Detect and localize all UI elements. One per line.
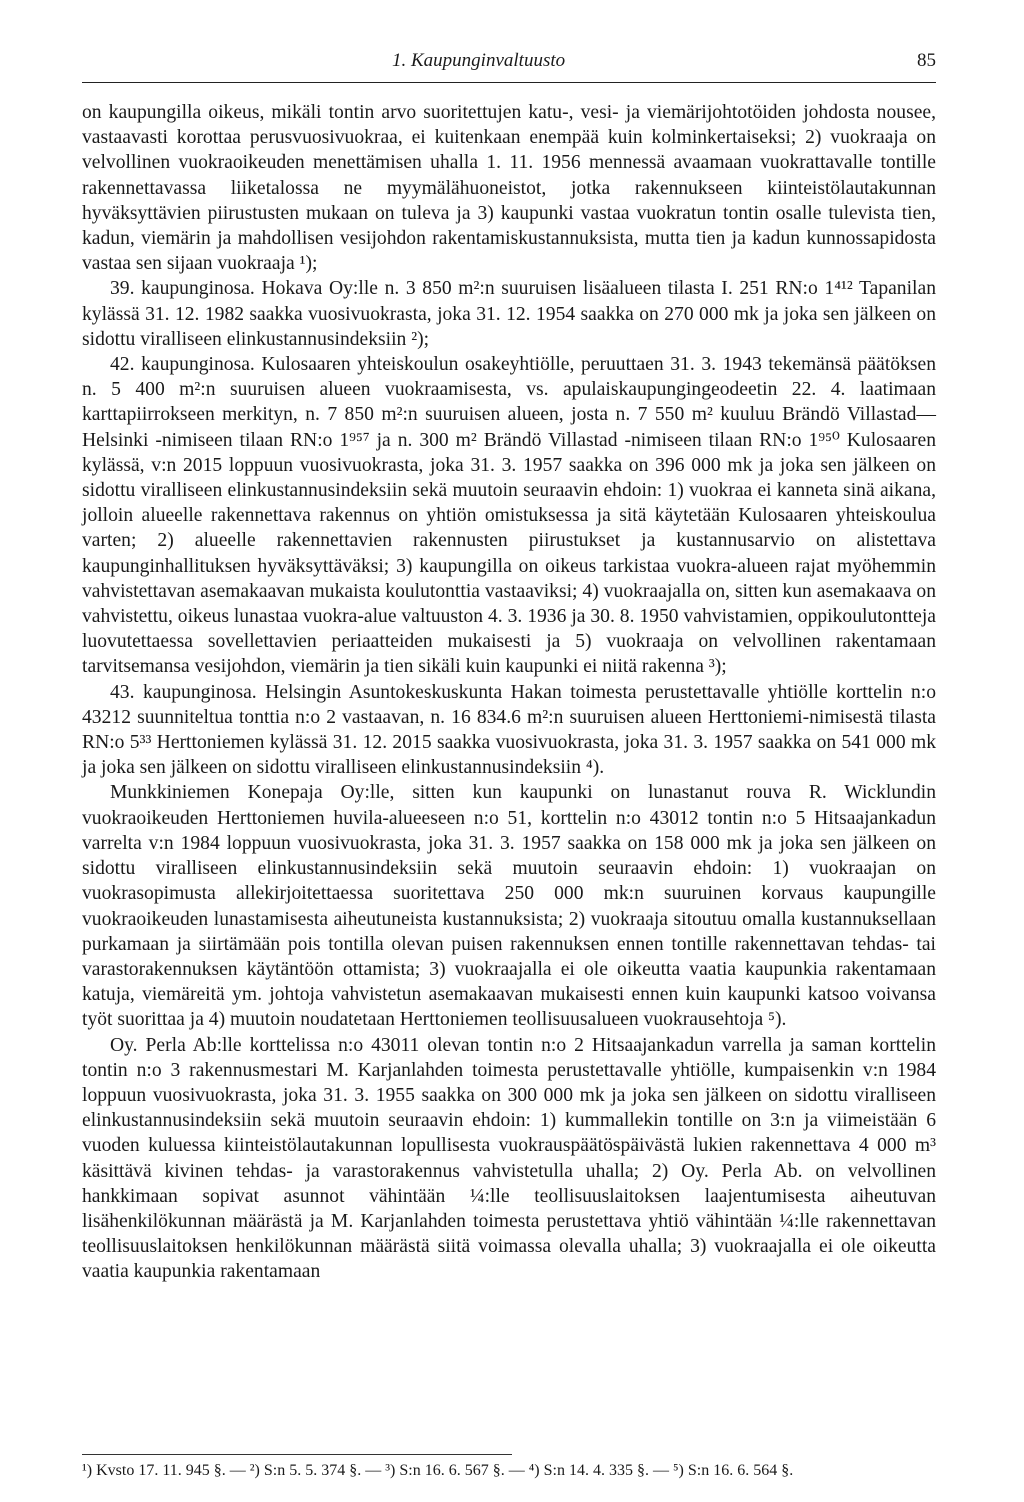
paragraph-district-42: 42. kaupunginosa. Kulosaaren yhteiskoulun osakeyhtiölle, peruuttaen 31. 3. 1943 tekemänsä päätöksen n. 5 400 m²:n suuruisen alueen vuokraamisesta, vs. apulaiskaupungingeodeetin 22. 4. laatimaan karttapiirrokseen merkityn, n. 7 850 m²:n suuruisen alueen, josta n. 7 550 m² kuuluu Brändö Villastad—Helsinki -nimiseen tilaan RN:o 1⁹⁵⁷ ja n. 300 m² Brändö Villastad -nimiseen tilaan RN:o 1⁹⁵⁰ Kulosaaren kylässä, v:n 2015 loppuun vuosivuokrasta, joka 31. 3. 1957 saakka on 396 000 mk ja joka sen jälkeen on sidottu viralliseen elinkustannusindeksiin sekä muutoin seuraavin ehdoin: 1) vuokraa ei kanneta sinä aikana, jolloin alueelle rakennettava rakennus on yhtiön omistuksessa ja sitä käytetään Kulosaaren yhteiskoulua varten; 2) alueelle rakennettavien rakennusten piirustukset ja kustannusarvio on alistettava kaupunginhallituksen hyväksyttäväksi; 3) kaupungilla on oikeus tarkistaa vuokra-alueen rajat myöhemmin vahvistettavan asemakaavan mukaista koulutonttia vastaaviksi; 4) vuokraajalla on, sitten kun asemakaava on vahvistettu, oikeus lunastaa vuokra-alue valtuuston 4. 3. 1936 ja 30. 8. 1950 vahvistamien, oppikoulutontteja luovutettaessa sovellettavien periaatteiden mukaisesti ja 5) vuokraaja on velvollinen rakentamaan tarvitsemansa vesijohdon, viemärin ja tien sikäli kuin kaupunki ei niitä rakenna ³); [82,354,936,678]
page-header [82,50,936,80]
running-title: 1. Kaupunginvaltuusto [392,50,566,71]
footnote-rule [82,1454,512,1455]
paragraph-district-43: 43. kaupunginosa. Helsingin Asuntokeskuskunta Hakan toimesta perustettavalle yhtiölle korttelin n:o 43212 suunniteltua tonttia n:o 2 vastaavan, n. 16 834.6 m²:n suuruisen alueen Herttoniemi-nimisestä tilasta RN:o 5³³ Herttoniemen kylässä 31. 12. 2015 saakka vuosivuokrasta, joka 31. 3. 1957 saakka on 541 000 mk ja joka sen jälkeen on sidottu viralliseen elinkustannusindeksiin ⁴). [82,681,936,779]
footnotes: ¹) Kvsto 17. 11. 945 §. — ²) S:n 5. 5. 374 §. — ³) S:n 16. 6. 567 §. — ⁴) S:n 14. 4. 335 §. — ⁵) S:n 16. 6. 564 §. [82,1462,794,1479]
paragraph-continuation: on kaupungilla oikeus, mikäli tontin arvo suoritettujen katu-, vesi- ja viemärijohtotöiden johdosta nousee, vastaavasti korottaa perusvuosivuokraa, ei kuitenkaan enempää kuin kolminkertaiseksi; 2) vuokraaja on velvollinen vuokraoikeuden menettämisen uhalla 1. 11. 1956 mennessä avaamaan vuokrattavalle tontille rakennettavassa liiketalossa ne myymälähuoneistot, jotka rakennukseen kiinteistölautakunnan hyväksyttävien piirustusten mukaan on tuleva ja 3) kaupunki vastaa vuokratun tontin osalle tulevista tien, kadun, viemärin ja mahdollisen vesijohdon rakentamiskustannuksista, mutta tien ja kadun kunnossapidosta vastaa sen sijaan vuokraaja ¹); [82,102,936,275]
page-number: 85 [917,50,936,71]
paragraph-perla: Oy. Perla Ab:lle korttelissa n:o 43011 olevan tontin n:o 2 Hitsaajankadun varrella ja saman korttelin tontin n:o 3 rakennusmestari M. Karjanlahden toimesta perustettavalle yhtiölle, kumpaisenkin v:n 1984 loppuun vuosivuokrasta, joka 31. 3. 1955 saakka on 300 000 mk ja joka sen jälkeen on sidottu viralliseen elinkustannusindeksiin sekä muutoin seuraavin ehdoin: 1) kummallekin tontille on 3:n ja viimeistään 6 vuoden kuluessa kiinteistölautakunnan lopullisesta vuokrauspäätöspäivästä lukien rakennettava 4 000 m³ käsittävä kivinen tehdas- ja varastorakennus vahvistetulla uhalla; 2) Oy. Perla Ab. on velvollinen hankkimaan sopivat asunnot vähintään ¼:lle teollisuuslaitoksen laajentumisesta aiheutuvan lisähenkilökunnan määrästä ja M. Karjanlahden toimesta perustettava yhtiö vähintään ¼:lle rakennettavan teollisuuslaitoksen henkilökunnan määrästä siitä voimassa olevalla uhalla; 3) vuokraajalla ei ole oikeutta vaatia kaupunkia rakentamaan [82,1034,936,1283]
paragraph-munkkiniemi: Munkkiniemen Konepaja Oy:lle, sitten kun kaupunki on lunastanut rouva R. Wicklundin vuokraoikeuden Herttoniemen huvila-alueeseen n:o 51, korttelin n:o 43012 tontin n:o 5 Hitsaajankadun varrelta v:n 1984 loppuun vuosivuokrasta, joka 31. 3. 1957 saakka on 158 000 mk ja joka sen jälkeen on sidottu viralliseen elinkustannusindeksiin sekä muutoin seuraavin ehdoin: 1) vuokraajan on vuokrasopimusta allekirjoitettaessa suoritettava 250 000 mk:n suuruinen korvaus kaupungille vuokraoikeuden lunastamisesta aiheutuneista kustannuksista; 2) vuokraaja sitoutuu omalla kustannuksellaan purkamaan ja siirtämään pois tontilla olevan puisen rakennuksen ennen tontille rakennettavan tehdas- tai varastorakennuksen käytäntöön ottamista; 3) vuokraajalla ei ole oikeutta vaatia kaupunkia rakentamaan katuja, viemäreitä ym. johtoja vahvistetun asemakaavan mukaisesti ennen kuin kaupunki katsoo voivansa työt suorittaa ja 4) muutoin noudatetaan Herttoniemen teollisuusalueen vuokrausehtoja ⁵). [82,782,936,1031]
header-rule [82,82,936,83]
body-text [82,100,936,1285]
paragraph-district-39: 39. kaupunginosa. Hokava Oy:lle n. 3 850 m²:n suuruisen lisäalueen tilasta I. 251 RN:o 1⁴¹² Tapanilan kylässä 31. 12. 1982 saakka vuosivuokrasta, joka 31. 12. 1954 saakka on 270 000 mk ja joka sen jälkeen on sidottu viralliseen elinkustannusindeksiin ²); [82,278,936,350]
